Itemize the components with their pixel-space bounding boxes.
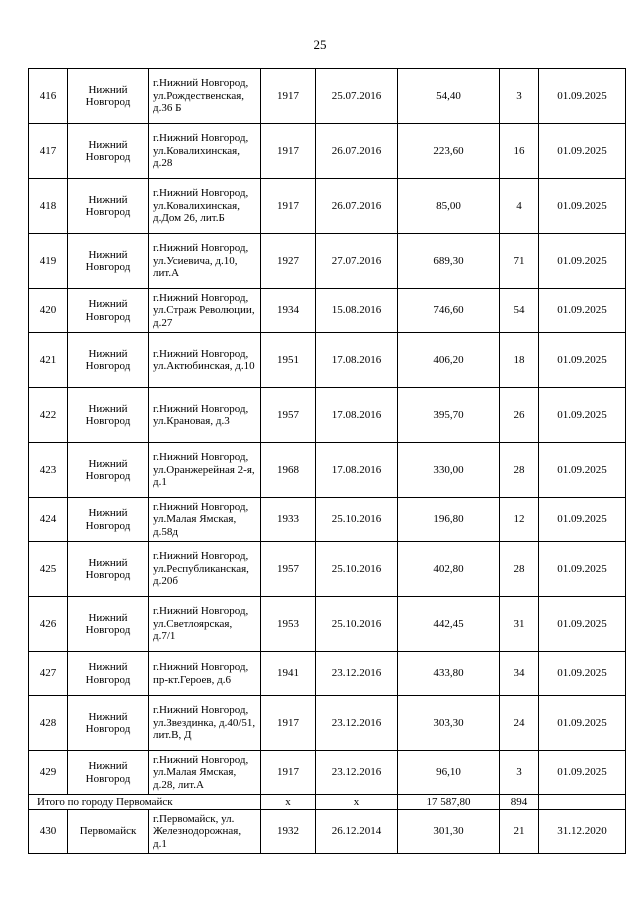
year-built-cell: 1927 xyxy=(261,234,316,289)
deadline-cell: 31.12.2020 xyxy=(539,810,626,854)
area-cell: 433,80 xyxy=(398,652,500,696)
deadline-cell: 01.09.2025 xyxy=(539,542,626,597)
recognition-date-cell: 15.08.2016 xyxy=(316,289,398,333)
deadline-cell: 01.09.2025 xyxy=(539,696,626,751)
address-cell: г.Нижний Новгород, ул.Ковалихинская, д.Дом 26, лит.Б xyxy=(149,179,261,234)
address-cell: г.Нижний Новгород, ул.Актюбинская, д.10 xyxy=(149,333,261,388)
address-cell: г.Нижний Новгород, ул.Усиевича, д.10, лит.А xyxy=(149,234,261,289)
table-row xyxy=(29,597,626,652)
address-cell: г.Нижний Новгород, ул.Страж Революции, д.27 xyxy=(149,289,261,333)
total-row xyxy=(29,795,626,810)
settlement-cell: Нижний Новгород xyxy=(68,498,149,542)
area-cell: 85,00 xyxy=(398,179,500,234)
settlement-cell: Нижний Новгород xyxy=(68,597,149,652)
table-row xyxy=(29,69,626,124)
row-number-cell: 416 xyxy=(29,69,68,124)
table-row xyxy=(29,751,626,795)
recognition-date-cell: 17.08.2016 xyxy=(316,388,398,443)
recognition-date-cell: 23.12.2016 xyxy=(316,751,398,795)
row-number-cell: 427 xyxy=(29,652,68,696)
area-cell: 196,80 xyxy=(398,498,500,542)
address-cell: г.Нижний Новгород, ул.Крановая, д.3 xyxy=(149,388,261,443)
area-cell: 303,30 xyxy=(398,696,500,751)
recognition-date-cell: 25.10.2016 xyxy=(316,542,398,597)
settlement-cell: Нижний Новгород xyxy=(68,234,149,289)
row-number-cell: 423 xyxy=(29,443,68,498)
settlement-cell: Нижний Новгород xyxy=(68,652,149,696)
address-cell: г.Нижний Новгород, ул.Малая Ямская, д.58д xyxy=(149,498,261,542)
address-cell: г.Нижний Новгород, пр-кт.Героев, д.6 xyxy=(149,652,261,696)
year-built-cell: 1917 xyxy=(261,179,316,234)
deadline-cell: 01.09.2025 xyxy=(539,498,626,542)
recognition-date-cell: 26.07.2016 xyxy=(316,124,398,179)
table-row xyxy=(29,810,626,854)
recognition-date-cell: 25.07.2016 xyxy=(316,69,398,124)
recognition-date-cell: 26.12.2014 xyxy=(316,810,398,854)
residents-count-cell: 12 xyxy=(500,498,539,542)
year-built-cell: 1932 xyxy=(261,810,316,854)
residents-count-cell: 54 xyxy=(500,289,539,333)
address-cell: г.Нижний Новгород, ул.Оранжерейная 2-я, д.1 xyxy=(149,443,261,498)
table-row xyxy=(29,289,626,333)
page-number: 25 xyxy=(313,37,327,52)
address-cell: г.Нижний Новгород, ул.Ковалихинская, д.28 xyxy=(149,124,261,179)
deadline-cell: 01.09.2025 xyxy=(539,751,626,795)
year-built-cell: 1917 xyxy=(261,751,316,795)
settlement-cell: Нижний Новгород xyxy=(68,179,149,234)
table-body xyxy=(29,69,626,854)
row-number-cell: 418 xyxy=(29,179,68,234)
housing-registry-table xyxy=(28,68,626,854)
area-cell: 442,45 xyxy=(398,597,500,652)
recognition-date-cell: 25.10.2016 xyxy=(316,597,398,652)
settlement-cell: Нижний Новгород xyxy=(68,388,149,443)
year-built-cell: 1917 xyxy=(261,69,316,124)
address-cell: г.Нижний Новгород, ул.Республиканская, д.20б xyxy=(149,542,261,597)
row-number-cell: 417 xyxy=(29,124,68,179)
deadline-cell: 01.09.2025 xyxy=(539,124,626,179)
residents-count-cell: 21 xyxy=(500,810,539,854)
settlement-cell: Нижний Новгород xyxy=(68,289,149,333)
address-cell: г.Нижний Новгород, ул.Светлоярская, д.7/1 xyxy=(149,597,261,652)
deadline-cell: 01.09.2025 xyxy=(539,443,626,498)
area-cell: 402,80 xyxy=(398,542,500,597)
year-built-cell: 1933 xyxy=(261,498,316,542)
year-built-cell: 1951 xyxy=(261,333,316,388)
residents-count-cell: 34 xyxy=(500,652,539,696)
table-row xyxy=(29,652,626,696)
deadline-cell: 01.09.2025 xyxy=(539,69,626,124)
recognition-date-cell: 17.08.2016 xyxy=(316,443,398,498)
table-row xyxy=(29,388,626,443)
total-date-cell: х xyxy=(316,795,398,810)
residents-count-cell: 28 xyxy=(500,443,539,498)
address-cell: г.Первомайск, ул. Железнодорожная, д.1 xyxy=(149,810,261,854)
total-area-cell: 17 587,80 xyxy=(398,795,500,810)
table-row xyxy=(29,124,626,179)
residents-count-cell: 24 xyxy=(500,696,539,751)
residents-count-cell: 71 xyxy=(500,234,539,289)
row-number-cell: 430 xyxy=(29,810,68,854)
recognition-date-cell: 26.07.2016 xyxy=(316,179,398,234)
row-number-cell: 424 xyxy=(29,498,68,542)
total-deadline-cell xyxy=(539,795,626,810)
table-row xyxy=(29,234,626,289)
total-year-cell: х xyxy=(261,795,316,810)
row-number-cell: 426 xyxy=(29,597,68,652)
residents-count-cell: 31 xyxy=(500,597,539,652)
settlement-cell: Первомайск xyxy=(68,810,149,854)
deadline-cell: 01.09.2025 xyxy=(539,333,626,388)
residents-count-cell: 28 xyxy=(500,542,539,597)
area-cell: 223,60 xyxy=(398,124,500,179)
year-built-cell: 1968 xyxy=(261,443,316,498)
recognition-date-cell: 23.12.2016 xyxy=(316,652,398,696)
deadline-cell: 01.09.2025 xyxy=(539,234,626,289)
recognition-date-cell: 17.08.2016 xyxy=(316,333,398,388)
recognition-date-cell: 23.12.2016 xyxy=(316,696,398,751)
area-cell: 406,20 xyxy=(398,333,500,388)
year-built-cell: 1957 xyxy=(261,542,316,597)
settlement-cell: Нижний Новгород xyxy=(68,751,149,795)
address-cell: г.Нижний Новгород, ул.Рождественская, д.36 Б xyxy=(149,69,261,124)
settlement-cell: Нижний Новгород xyxy=(68,696,149,751)
deadline-cell: 01.09.2025 xyxy=(539,652,626,696)
residents-count-cell: 26 xyxy=(500,388,539,443)
settlement-cell: Нижний Новгород xyxy=(68,124,149,179)
total-count-cell: 894 xyxy=(500,795,539,810)
year-built-cell: 1957 xyxy=(261,388,316,443)
deadline-cell: 01.09.2025 xyxy=(539,289,626,333)
address-cell: г.Нижний Новгород, ул.Звездинка, д.40/51, лит.В, Д xyxy=(149,696,261,751)
year-built-cell: 1953 xyxy=(261,597,316,652)
table-row xyxy=(29,542,626,597)
area-cell: 96,10 xyxy=(398,751,500,795)
year-built-cell: 1917 xyxy=(261,696,316,751)
row-number-cell: 420 xyxy=(29,289,68,333)
deadline-cell: 01.09.2025 xyxy=(539,597,626,652)
area-cell: 330,00 xyxy=(398,443,500,498)
row-number-cell: 422 xyxy=(29,388,68,443)
year-built-cell: 1941 xyxy=(261,652,316,696)
settlement-cell: Нижний Новгород xyxy=(68,69,149,124)
table-row xyxy=(29,333,626,388)
area-cell: 301,30 xyxy=(398,810,500,854)
table-row xyxy=(29,498,626,542)
area-cell: 689,30 xyxy=(398,234,500,289)
row-number-cell: 419 xyxy=(29,234,68,289)
area-cell: 395,70 xyxy=(398,388,500,443)
year-built-cell: 1917 xyxy=(261,124,316,179)
settlement-cell: Нижний Новгород xyxy=(68,333,149,388)
row-number-cell: 428 xyxy=(29,696,68,751)
recognition-date-cell: 25.10.2016 xyxy=(316,498,398,542)
residents-count-cell: 3 xyxy=(500,751,539,795)
year-built-cell: 1934 xyxy=(261,289,316,333)
address-cell: г.Нижний Новгород, ул.Малая Ямская, д.28, лит.А xyxy=(149,751,261,795)
deadline-cell: 01.09.2025 xyxy=(539,179,626,234)
residents-count-cell: 4 xyxy=(500,179,539,234)
table-row xyxy=(29,179,626,234)
area-cell: 54,40 xyxy=(398,69,500,124)
area-cell: 746,60 xyxy=(398,289,500,333)
recognition-date-cell: 27.07.2016 xyxy=(316,234,398,289)
row-number-cell: 429 xyxy=(29,751,68,795)
table-row xyxy=(29,696,626,751)
deadline-cell: 01.09.2025 xyxy=(539,388,626,443)
settlement-cell: Нижний Новгород xyxy=(68,542,149,597)
residents-count-cell: 16 xyxy=(500,124,539,179)
table-row xyxy=(29,443,626,498)
settlement-cell: Нижний Новгород xyxy=(68,443,149,498)
residents-count-cell: 18 xyxy=(500,333,539,388)
row-number-cell: 421 xyxy=(29,333,68,388)
row-number-cell: 425 xyxy=(29,542,68,597)
total-label: Итого по городу Первомайск xyxy=(29,795,261,810)
residents-count-cell: 3 xyxy=(500,69,539,124)
